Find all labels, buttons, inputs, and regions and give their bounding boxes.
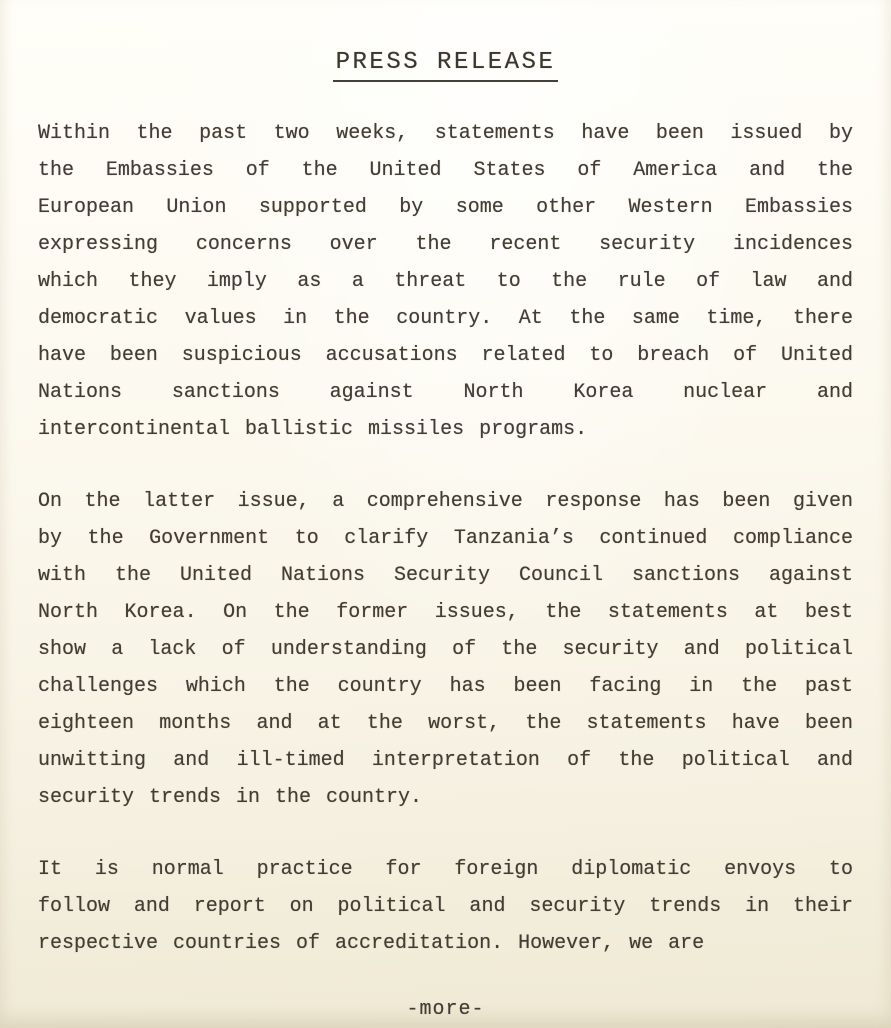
- paragraph-1: [38, 115, 853, 448]
- text-line: European Union supported by some other Western Embassies: [38, 196, 853, 219]
- title-row: [38, 48, 853, 82]
- page-continuation-marker: -more-: [406, 998, 485, 1021]
- text-line: follow and report on political and security trends in their: [38, 895, 853, 918]
- text-line: democratic values in the country. At the same time, there: [38, 307, 853, 330]
- paragraph-3: [38, 851, 853, 962]
- text-line: the Embassies of the United States of America and the: [38, 159, 853, 182]
- text-line: challenges which the country has been facing in the past: [38, 675, 853, 698]
- text-line: North Korea. On the former issues, the statements at best: [38, 601, 853, 624]
- text-line: respective countries of accreditation. However, we are: [38, 932, 705, 955]
- text-line: eighteen months and at the worst, the statements have been: [38, 712, 853, 735]
- text-line: which they imply as a threat to the rule of law and: [38, 270, 853, 293]
- text-line: security trends in the country.: [38, 786, 423, 809]
- text-line: with the United Nations Security Council sanctions against: [38, 564, 853, 587]
- text-line: expressing concerns over the recent security incidences: [38, 233, 853, 256]
- text-line: unwitting and ill-timed interpretation of the political and: [38, 749, 853, 772]
- text-line: Nations sanctions against North Korea nuclear and: [38, 381, 853, 404]
- text-line: have been suspicious accusations related to breach of United: [38, 344, 853, 367]
- document-title: PRESS RELEASE: [333, 48, 559, 82]
- text-line: by the Government to clarify Tanzania’s continued compliance: [38, 527, 853, 550]
- text-line: intercontinental ballistic missiles programs.: [38, 418, 588, 441]
- paragraph-2: [38, 483, 853, 816]
- text-line: show a lack of understanding of the security and political: [38, 638, 853, 661]
- text-line: It is normal practice for foreign diplomatic envoys to: [38, 858, 853, 881]
- text-line: On the latter issue, a comprehensive response has been given: [38, 490, 853, 513]
- text-line: Within the past two weeks, statements have been issued by: [38, 122, 853, 145]
